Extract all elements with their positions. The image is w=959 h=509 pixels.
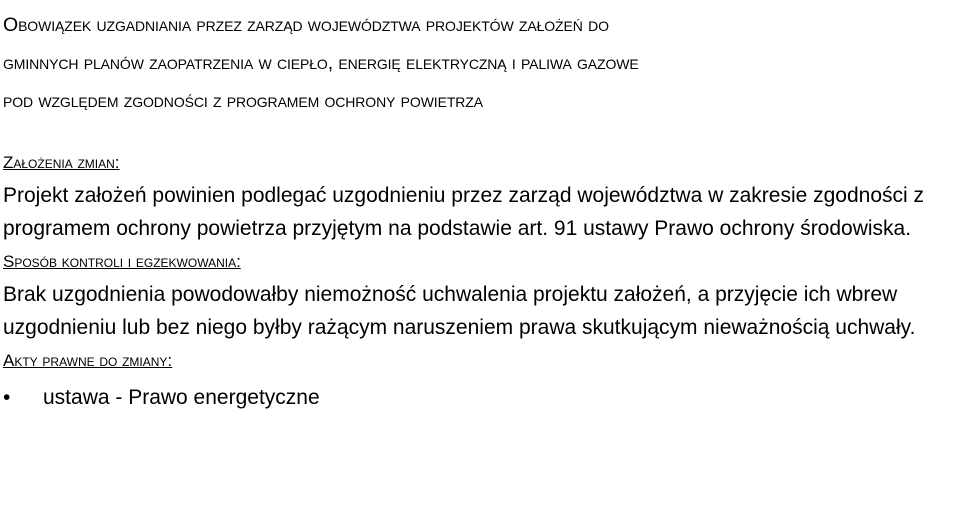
changes-heading: Założenia zmian: [3,153,120,172]
title-line-2: gminnych planów zaopatrzenia w ciepło, energię elektryczną i paliwa gazowe [3,52,639,74]
acts-list [3,382,959,414]
acts-heading: Akty prawne do zmiany: [3,351,173,370]
control-paragraph: Brak uzgodnienia powodowałby niemożność uchwalenia projektu założeń, a przyjęcie ich wbrew uzgodnieniu lub bez niego byłby rażącym naruszeniem prawa skutkującym nieważnością uchwały. [3,283,916,339]
bullet-icon: • [3,386,11,409]
changes-paragraph: Projekt założeń powinien podlegać uzgodnieniu przez zarząd województwa w zakresie zgodności z programem ochrony powietrza przyjętym na podstawie art. 91 ustawy Prawo ochrony środowiska. [3,184,925,240]
document-title [3,0,959,120]
title-line-1: Obowiązek uzgadniania przez zarząd województwa projektów założeń do [3,14,609,36]
control-heading: Sposób kontroli i egzekwowania: [3,252,241,271]
title-line-3: pod względem zgodności z programem ochrony powietrza [3,90,483,112]
list-item [3,382,959,414]
list-item-text: ustawa - Prawo energetyczne [43,386,320,409]
